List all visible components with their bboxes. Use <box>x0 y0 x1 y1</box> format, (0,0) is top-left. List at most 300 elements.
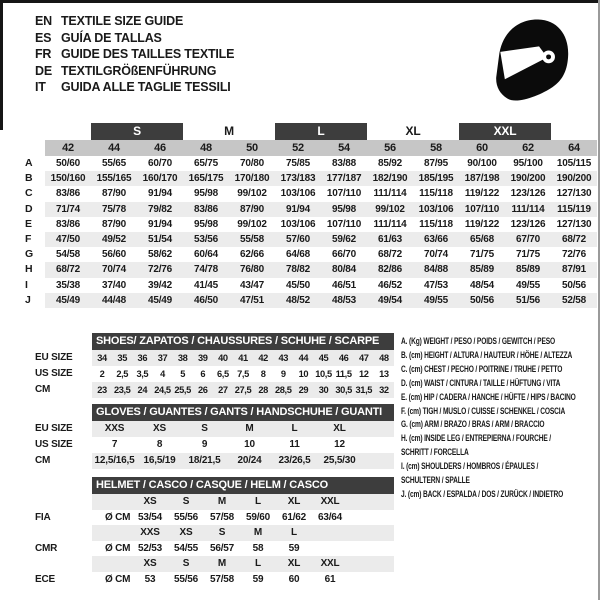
measurement-cell: 46/50 <box>183 293 229 308</box>
measurement-cell: 68/72 <box>45 262 91 277</box>
helmet-size-header: S <box>182 558 190 569</box>
helmet-size-cell: 61/62 <box>281 511 307 523</box>
size-column-header: 48 <box>183 140 229 156</box>
measurement-cell: 50/56 <box>459 293 505 308</box>
measurement-cell: 83/88 <box>331 158 357 169</box>
measurement-cell: 48/54 <box>469 279 495 291</box>
shoes-size-cell: 44 <box>298 353 309 363</box>
measurement-cell: 58/62 <box>147 249 173 261</box>
language-code: EN <box>35 14 52 28</box>
measurement-cell: 87/90 <box>101 188 127 200</box>
shoes-size-cell: 6,5 <box>216 369 229 379</box>
shoes-size-cell: 43 <box>278 353 289 363</box>
measurement-cell: 87/95 <box>423 158 449 169</box>
shoes-size-cell: 36 <box>137 353 148 363</box>
measurement-cell: 87/91 <box>551 262 597 277</box>
racing-helmet-icon <box>488 15 570 107</box>
gloves-size-cell: 16,5/19 <box>143 455 176 466</box>
measurement-cell: 115/119 <box>551 202 597 217</box>
measurement-cell: 123/126 <box>510 218 546 230</box>
size-column-header: 52 <box>275 140 321 156</box>
measurement-cell: 95/98 <box>193 188 219 200</box>
helmet-size-cell: 55/56 <box>173 511 199 523</box>
helmet-size-header: XL <box>287 496 301 507</box>
measurement-row-c <box>20 186 597 201</box>
measurement-cell: 72/76 <box>137 262 183 277</box>
shoes-size-cell: 25,5 <box>174 385 191 395</box>
helmet-size-cell: 59 <box>252 573 264 585</box>
gloves-cm-row <box>92 453 394 469</box>
helmet-size-header: L <box>255 496 261 507</box>
shoes-size-cell: 23,5 <box>113 385 131 395</box>
helmet-values-row <box>92 541 394 557</box>
measurement-cell: 71/75 <box>515 249 541 261</box>
measurement-cell: 45/49 <box>45 293 91 308</box>
measurement-cell: 99/102 <box>237 218 267 230</box>
size-group-xxl: XXL <box>459 123 551 140</box>
measurement-cell: 190/200 <box>551 171 597 186</box>
gloves-size-cell: 8 <box>156 439 163 450</box>
shoes-size-cell: 32 <box>379 385 389 395</box>
measurement-legend <box>401 335 598 502</box>
size-column-header: 56 <box>367 140 413 156</box>
gloves-size-cell: 23/26,5 <box>278 455 311 466</box>
measurement-cell: 105/115 <box>556 158 592 169</box>
size-column-header: 54 <box>321 140 367 156</box>
row-label: US SIZE <box>35 439 73 450</box>
measurement-cell: 54/58 <box>55 249 81 261</box>
helmet-size-cell: 56/57 <box>209 542 235 554</box>
measurement-cell: 50/56 <box>561 279 587 291</box>
helmet-size-header: M <box>217 558 227 569</box>
measurement-cell: 50/60 <box>55 158 81 169</box>
size-column-header: 50 <box>229 140 275 156</box>
measurement-cell: 173/183 <box>275 171 321 186</box>
diameter-unit-label: Ø CM <box>105 542 131 554</box>
measurement-cell: 155/165 <box>91 171 137 186</box>
shoes-size-cell: 28,5 <box>275 385 292 395</box>
row-letter: D <box>20 202 45 217</box>
row-letter: I <box>20 278 45 293</box>
measurement-cell: 111/114 <box>505 202 551 217</box>
gloves-us-row <box>92 437 394 453</box>
row-letter: E <box>20 217 45 232</box>
standard-label-fia: FIA <box>35 511 51 523</box>
measurement-cell: 123/126 <box>510 188 546 200</box>
size-column-header: 60 <box>459 140 505 156</box>
measurement-cell: 52/58 <box>551 293 597 308</box>
measurement-cell: 49/52 <box>91 232 137 247</box>
measurement-cell: 45/49 <box>137 293 183 308</box>
legend-item-line: SCHRITT / FORCELLA <box>401 447 469 458</box>
shoes-size-section <box>35 333 394 398</box>
shoes-size-cell: 39 <box>197 353 208 363</box>
measurement-cell: 111/114 <box>373 188 407 200</box>
shoes-size-cell: 27,5 <box>234 385 252 395</box>
gloves-row-labels <box>35 404 92 469</box>
empty-cell <box>20 140 45 156</box>
shoes-size-cell: 10 <box>298 369 309 379</box>
language-title: GUÍA DE TALLAS <box>61 30 162 45</box>
empty-cell <box>20 123 91 140</box>
helmet-sizes-row <box>92 494 394 510</box>
language-code: DE <box>35 63 52 78</box>
measurement-cell: 119/122 <box>464 218 500 230</box>
helmet-size-cell: 53 <box>144 573 156 585</box>
gloves-size-cell: 12,5/16,5 <box>94 455 135 466</box>
size-column-header: 42 <box>45 140 91 156</box>
measurement-cell: 84/88 <box>413 262 459 277</box>
measurement-cell: 70/74 <box>423 249 449 261</box>
shoes-size-cell: 34 <box>97 353 107 363</box>
shoes-size-cell: 26 <box>197 385 208 395</box>
standard-label-cmr: CMR <box>35 542 58 554</box>
language-title-list <box>35 13 234 96</box>
legend-item-line: SCHULTERN / SPALLE <box>401 475 470 486</box>
helmet-size-cell: 59 <box>288 542 300 554</box>
helmet-sizes-row <box>92 556 394 572</box>
language-code: ES <box>35 30 52 45</box>
gloves-eu-row <box>92 421 394 437</box>
size-number-row <box>20 140 597 156</box>
shoes-size-cell: 48 <box>379 353 389 363</box>
measurement-cell: 53/56 <box>183 232 229 247</box>
shoes-section-title: SHOES/ ZAPATOS / CHAUSSURES / SCHUHE / SCARPE <box>92 333 394 350</box>
legend-item-line: F. (cm) TIGH / MUSLO / CUISSE / SCHENKEL / COSCIA <box>401 405 566 416</box>
shoes-size-cell: 42 <box>258 353 268 363</box>
measurement-cell: 60/64 <box>193 249 219 261</box>
gloves-size-cell: S <box>201 423 208 434</box>
legend-item-line: J. (cm) BACK / ESPALDA / DOS / ZURÜCK / INDIETRO <box>401 488 564 499</box>
helmet-size-cell: 57/58 <box>209 573 235 585</box>
measurement-cell: 76/80 <box>229 262 275 277</box>
helmet-size-cell: 60 <box>288 573 300 585</box>
shoes-size-cell: 23 <box>97 385 107 395</box>
measurement-row-a <box>20 156 597 171</box>
measurement-cell: 91/94 <box>147 218 173 230</box>
gloves-size-cell: 11 <box>289 439 300 450</box>
row-letter: H <box>20 262 45 277</box>
helmet-size-header: L <box>291 527 297 538</box>
measurement-cell: 82/86 <box>367 262 413 277</box>
measurement-row-e <box>20 217 597 232</box>
measurement-cell: 111/114 <box>373 218 407 230</box>
shoes-eu-row <box>92 350 394 366</box>
measurement-cell: 49/55 <box>515 279 541 291</box>
gloves-size-cell: XL <box>333 423 346 434</box>
measurement-cell: 107/110 <box>459 202 505 217</box>
shoes-size-cell: 37 <box>157 353 168 363</box>
standard-label-ece: ECE <box>35 573 55 585</box>
gloves-size-section <box>35 404 394 469</box>
measurement-cell: 48/53 <box>321 293 367 308</box>
shoes-size-cell: 11,5 <box>335 369 352 379</box>
shoes-size-cell: 3,5 <box>136 369 149 379</box>
helmet-size-cell: 58 <box>252 542 264 554</box>
measurement-cell: 44/48 <box>91 293 137 308</box>
shoes-row-labels <box>35 333 92 398</box>
helmet-size-cell: 52/53 <box>137 542 163 554</box>
measurement-cell: 55/58 <box>229 232 275 247</box>
row-letter: G <box>20 247 45 262</box>
helmet-size-cell: 63/64 <box>317 511 343 523</box>
shoes-size-cell: 24,5 <box>154 385 171 395</box>
legend-item-line: G. (cm) ARM / BRAZO / BRAS / ARM / BRACCIO <box>401 419 545 430</box>
legend-item-line: A. (Kg) WEIGHT / PESO / POIDS / GEWITCH / PESO <box>401 336 555 346</box>
helmet-size-cell <box>312 541 348 557</box>
shoes-rows <box>92 350 394 398</box>
measurement-cell: 87/90 <box>229 202 275 217</box>
measurement-cell: 68/72 <box>377 249 403 261</box>
gloves-rows <box>92 421 394 469</box>
measurement-cell: 91/94 <box>275 202 321 217</box>
measurement-cell: 47/51 <box>229 293 275 308</box>
measurement-cell: 127/130 <box>556 188 592 200</box>
helmet-size-header <box>312 525 348 541</box>
measurement-cell: 107/110 <box>326 188 362 200</box>
measurement-cell: 79/82 <box>137 202 183 217</box>
measurement-row-h <box>20 262 597 277</box>
measurement-cell: 46/51 <box>331 279 357 291</box>
legend-item-line: D. (cm) WAIST / CINTURA / TAILLE / HÜFTUNG / VITA <box>401 377 561 388</box>
gloves-section-title: GLOVES / GUANTES / GANTS / HANDSCHUHE / GUANTI <box>92 404 394 421</box>
measurement-cell: 185/195 <box>413 171 459 186</box>
empty-label <box>35 556 92 572</box>
measurement-cell: 51/54 <box>137 232 183 247</box>
frame-edge-left <box>0 0 3 130</box>
shoes-size-cell: 40 <box>218 353 228 363</box>
measurement-cell: 65/75 <box>193 158 219 169</box>
measurement-cell: 103/106 <box>280 188 316 200</box>
empty-label <box>35 494 92 510</box>
measurement-cell: 99/102 <box>237 188 267 200</box>
row-label: CM <box>35 384 51 395</box>
empty-cell <box>92 556 132 572</box>
row-label: EU SIZE <box>35 352 73 363</box>
empty-cell <box>551 123 597 140</box>
helmet-size-header: XXS <box>140 527 160 538</box>
measurement-cell: 103/106 <box>280 218 316 230</box>
measurement-cell: 103/106 <box>413 202 459 217</box>
shoes-size-cell: 29 <box>298 385 309 395</box>
helmet-size-cell: 57/58 <box>209 511 235 523</box>
gloves-size-cell: 7 <box>111 439 118 450</box>
row-letter: C <box>20 186 45 201</box>
shoes-size-cell: 30 <box>318 385 329 395</box>
measurement-cell: 71/74 <box>45 202 91 217</box>
measurement-cell: 107/110 <box>326 218 362 230</box>
measurement-cell: 80/84 <box>321 262 367 277</box>
helmet-size-header: XXL <box>320 558 340 569</box>
language-row <box>35 30 234 47</box>
shoes-size-cell: 35 <box>117 353 127 363</box>
row-letter: B <box>20 171 45 186</box>
helmet-size-header: XL <box>287 558 301 569</box>
measurement-cell: 115/118 <box>419 188 453 200</box>
measurement-cell: 48/52 <box>275 293 321 308</box>
helmet-size-cell: 55/56 <box>173 573 199 585</box>
measurement-cell: 85/89 <box>505 262 551 277</box>
measurement-cell: 39/42 <box>147 279 173 291</box>
measurement-cell: 35/38 <box>55 279 81 291</box>
measurement-cell: 83/86 <box>55 188 81 200</box>
helmet-size-header: S <box>218 527 226 538</box>
shoes-size-cell: 10,5 <box>315 369 332 379</box>
helmet-size-section <box>35 477 394 587</box>
helmet-standard-labels <box>35 477 92 587</box>
helmet-size-header: M <box>253 527 263 538</box>
shoes-table <box>92 333 394 398</box>
measurement-cell: 68/72 <box>551 232 597 247</box>
size-group-xl: XL <box>405 124 421 138</box>
empty-cell <box>92 494 132 510</box>
measurement-cell: 65/68 <box>459 232 505 247</box>
shoes-size-cell: 2 <box>99 369 105 379</box>
empty-cell <box>92 525 132 541</box>
measurement-cell: 150/160 <box>45 171 91 186</box>
size-column-header: 62 <box>505 140 551 156</box>
measurement-cell: 74/78 <box>183 262 229 277</box>
shoes-cm-row <box>92 382 394 398</box>
measurement-cell: 85/89 <box>459 262 505 277</box>
empty-label <box>35 525 92 541</box>
measurement-cell: 59/62 <box>321 232 367 247</box>
shoes-size-cell: 31,5 <box>355 385 373 395</box>
measurement-cell: 91/94 <box>147 188 173 200</box>
gloves-size-cell: 12 <box>334 439 345 450</box>
measurement-cell: 47/50 <box>45 232 91 247</box>
gloves-size-cell: XXS <box>104 423 125 434</box>
measurement-cell: 70/80 <box>239 158 265 169</box>
size-group-m: M <box>224 124 234 138</box>
shoes-size-cell: 30,5 <box>335 385 352 395</box>
measurement-cell: 115/118 <box>419 218 453 230</box>
shoes-size-cell: 7,5 <box>237 369 249 379</box>
shoes-us-row <box>92 366 394 382</box>
size-column-header: 64 <box>551 140 597 156</box>
row-label: CM <box>35 455 51 466</box>
measurement-cell: 177/187 <box>321 171 367 186</box>
measurement-cell: 95/98 <box>321 202 367 217</box>
helmet-section-title: HELMET / CASCO / CASQUE / HELM / CASCO <box>92 477 394 494</box>
row-label: EU SIZE <box>35 423 73 434</box>
measurement-cell: 95/100 <box>513 158 543 169</box>
measurement-cell: 64/68 <box>285 249 311 261</box>
row-letter: F <box>20 232 45 247</box>
measurement-cell: 83/86 <box>183 202 229 217</box>
language-title: TEXTILGRÖßENFÜHRUNG <box>61 63 217 78</box>
language-code: FR <box>35 47 52 62</box>
helmet-values-row <box>92 572 394 588</box>
legend-item-line: I. (cm) SHOULDERS / HOMBROS / ÉPAULES / <box>401 461 539 472</box>
shoes-size-cell: 28 <box>258 385 268 395</box>
diameter-unit-label: Ø CM <box>105 511 131 523</box>
helmet-table <box>92 477 394 587</box>
measurement-row-b <box>20 171 597 186</box>
measurement-row-j <box>20 293 597 308</box>
measurement-cell: 75/78 <box>91 202 137 217</box>
shoes-size-cell: 47 <box>359 353 369 363</box>
measurement-cell: 182/190 <box>367 171 413 186</box>
helmet-size-header: XS <box>143 496 157 507</box>
gloves-size-cell: 18/21,5 <box>188 455 221 466</box>
measurement-cell: 160/170 <box>137 171 183 186</box>
helmet-size-cell: 53/54 <box>137 511 163 523</box>
helmet-size-header: S <box>182 496 190 507</box>
diameter-unit-label: Ø CM <box>105 573 131 585</box>
size-column-header: 58 <box>413 140 459 156</box>
measurement-cell: 83/86 <box>55 218 81 230</box>
measurement-cell: 70/74 <box>91 262 137 277</box>
legend-item-line: E. (cm) HIP / CADERA / HANCHE / HÜFTE / HIPS / BACINO <box>401 391 576 402</box>
gloves-table <box>92 404 394 469</box>
measurement-cell: 51/56 <box>505 293 551 308</box>
shoes-size-cell: 38 <box>177 353 188 363</box>
measurement-cell: 78/82 <box>275 262 321 277</box>
gloves-size-cell: 9 <box>201 439 208 450</box>
language-row <box>35 13 234 30</box>
row-label: US SIZE <box>35 368 73 379</box>
size-column-header: 46 <box>137 140 183 156</box>
helmet-size-header: L <box>255 558 261 569</box>
shoes-size-cell: 13 <box>379 369 389 379</box>
measurement-cell: 127/130 <box>556 218 592 230</box>
measurement-cell: 49/55 <box>413 293 459 308</box>
measurement-cell: 43/47 <box>239 279 265 291</box>
shoes-size-cell: 9 <box>280 369 286 379</box>
helmet-size-cell: 54/55 <box>173 542 199 554</box>
measurement-cell: 63/66 <box>413 232 459 247</box>
size-group-l: L <box>275 123 367 140</box>
language-title: TEXTILE SIZE GUIDE <box>61 14 184 28</box>
racing-helmet-svg <box>488 15 570 107</box>
measurement-cell: 56/60 <box>101 249 127 261</box>
measurement-cell: 37/40 <box>101 279 127 291</box>
shoes-size-cell: 12 <box>359 369 369 379</box>
measurement-cell: 55/65 <box>101 158 127 169</box>
measurement-cell: 66/70 <box>331 249 357 261</box>
measurement-cell: 71/75 <box>469 249 495 261</box>
measurement-cell: 45/50 <box>285 279 311 291</box>
measurement-cell: 187/198 <box>459 171 505 186</box>
textile-size-table <box>20 123 597 308</box>
shoes-size-cell: 24 <box>137 385 148 395</box>
legend-item-line: B. (cm) HEIGHT / ALTURA / HAUTEUR / HÖHE / ALTEZZA <box>401 349 573 360</box>
legend-item-line: C. (cm) CHEST / PECHO / POITRINE / TRUHE / PETTO <box>401 363 563 374</box>
gloves-size-cell: 25,5/30 <box>323 455 356 466</box>
measurement-cell: 57/60 <box>275 232 321 247</box>
helmet-size-cell: 59/60 <box>245 511 271 523</box>
measurement-cell: 67/70 <box>505 232 551 247</box>
size-group-row <box>20 123 597 140</box>
gloves-size-cell: XS <box>153 423 166 434</box>
measurement-cell: 90/100 <box>467 158 497 169</box>
helmet-rows <box>92 494 394 587</box>
measurement-cell: 85/92 <box>377 158 403 169</box>
gloves-size-cell: 20/24 <box>237 455 262 466</box>
row-letter: J <box>20 293 45 308</box>
measurement-cell: 190/200 <box>505 171 551 186</box>
helmet-size-header: XXL <box>320 496 340 507</box>
legend-item-line: H. (cm) INSIDE LEG / ENTREPIERNA / FOURCHE / <box>401 433 551 444</box>
size-group-s: S <box>91 123 183 140</box>
measurement-cell: 47/53 <box>423 279 449 291</box>
shoes-size-cell: 4 <box>160 369 165 379</box>
helmet-size-header: M <box>217 496 227 507</box>
size-column-header: 44 <box>91 140 137 156</box>
shoes-size-cell: 46 <box>338 353 349 363</box>
shoes-size-cell: 27 <box>218 385 228 395</box>
